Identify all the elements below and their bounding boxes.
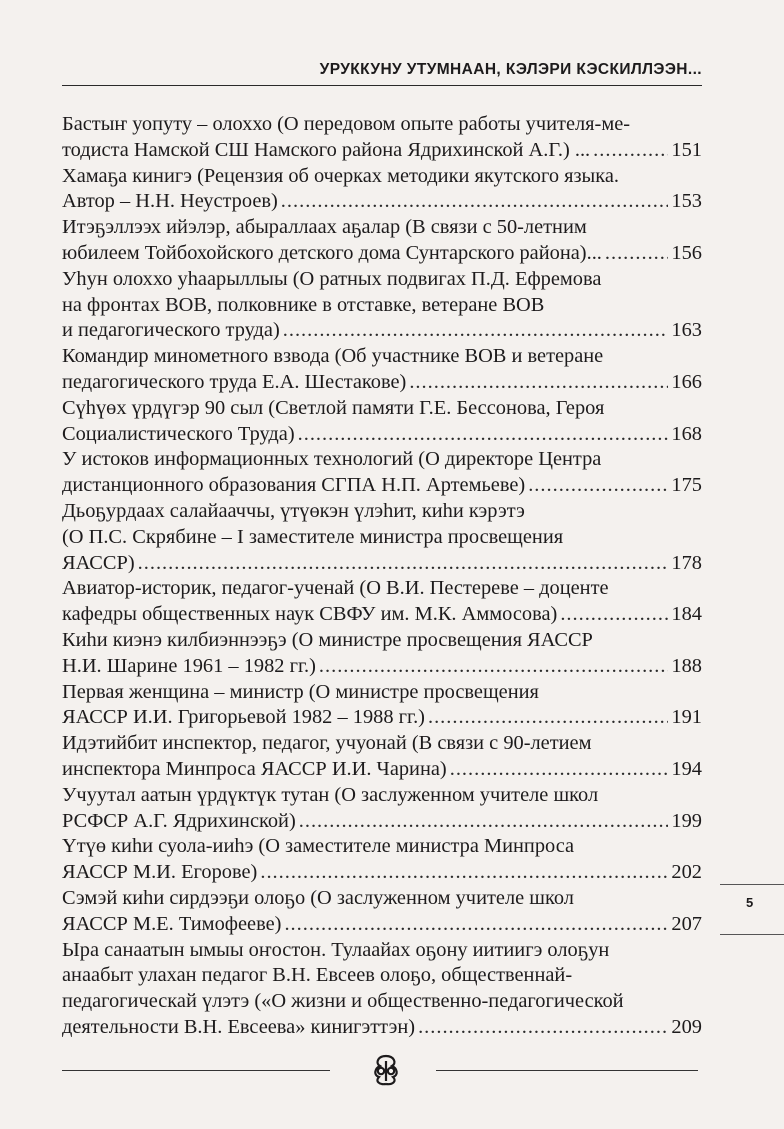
toc-entry-last-line: [62, 809, 702, 835]
toc-entry-last-line: [62, 654, 702, 680]
toc-entry-last-line: [62, 705, 702, 731]
toc-entry: [62, 164, 702, 216]
toc-entry-line: анаабыт улахан педагог В.Н. Евсеев олоҕо, общественнай-: [62, 964, 573, 987]
page-number: 5: [746, 895, 754, 910]
toc-entry-line: педагогическай үлэтэ («О жизни и общественно-педагогической: [62, 990, 624, 1013]
toc-entry-line: Сэмэй киһи сирдээҕи олоҕо (О заслуженном учителе школ: [62, 886, 574, 909]
running-header: УРУККУНУ УТУМНААН, КЭЛЭРИ КЭСКИЛЛЭЭН...: [319, 61, 702, 78]
toc-entry-line: Уһун олоххо уһаарыллыы (О ратных подвигах П.Д. Ефремова: [62, 267, 602, 290]
toc-entry: [62, 499, 702, 576]
toc-entry-line: РСФСР А.Г. Ядрихинской): [62, 809, 296, 832]
toc-entry-last-line: [62, 318, 702, 344]
dot-leader: [299, 809, 669, 835]
toc-entry-last-line: [62, 757, 702, 783]
toc-page-number: 151: [671, 138, 702, 161]
dot-leader: [283, 318, 669, 344]
dot-leader: [281, 189, 669, 215]
toc-entry-last-line: [62, 473, 702, 499]
toc-entry-last-line: [62, 602, 702, 628]
toc-entry: [62, 938, 702, 1041]
toc-entry-line: ЯАССР М.Е. Тимофееве): [62, 912, 282, 935]
toc-entry-line: ЯАССР): [62, 551, 135, 574]
toc-entry: [62, 344, 702, 396]
toc-entry-line: дистанционного образования СГПА Н.П. Артемьеве): [62, 474, 526, 497]
toc-page-number: 163: [671, 319, 702, 342]
toc-entry: [62, 112, 702, 164]
toc-entry: [62, 886, 702, 938]
toc-entry-last-line: [62, 422, 702, 448]
toc-entry-last-line: [62, 860, 702, 886]
dot-leader: [138, 551, 669, 577]
toc-entry-line: на фронтах ВОВ, полковнике в отставке, ветеране ВОВ: [62, 293, 545, 316]
toc-entry-line: ЯАССР М.И. Егорове): [62, 861, 258, 884]
toc-entry: [62, 783, 702, 835]
toc-entry-last-line: [62, 370, 702, 396]
dot-leader: [298, 422, 669, 448]
margin-rule-bottom: [720, 934, 784, 935]
footer-rule-right: [436, 1070, 698, 1071]
toc-entry-line: Итэҕэллээх ийэлэр, абыраллаах аҕалар (В связи с 50-летним: [62, 216, 587, 239]
table-of-contents: [62, 112, 702, 1041]
footer-rule-left: [62, 1070, 330, 1071]
toc-entry: [62, 267, 702, 344]
toc-entry-line: Үтүө киһи суола-ииһэ (О заместителе министра Минпроса: [62, 835, 575, 858]
toc-entry-line: У истоков информационных технологий (О директоре Центра: [62, 448, 602, 471]
dot-leader: [560, 602, 668, 628]
toc-entry-line: юбилеем Тойбохойского детского дома Сунтарского района)...: [62, 241, 602, 264]
toc-entry-line: Сүһүөх үрдүгэр 90 сыл (Светлой памяти Г.Е. Бессонова, Героя: [62, 396, 605, 419]
toc-page-number: 178: [671, 551, 702, 574]
toc-entry: [62, 731, 702, 783]
toc-entry-line: ЯАССР И.И. Григорьевой 1982 – 1988 гг.): [62, 706, 425, 729]
toc-entry-line: педагогического труда Е.А. Шестакове): [62, 370, 407, 393]
dot-leader: [284, 912, 668, 938]
toc-entry-line: Первая женщина – министр (О министре просвещения: [62, 680, 539, 703]
toc-entry: [62, 396, 702, 448]
toc-page-number: 202: [671, 861, 702, 884]
toc-page-number: 207: [671, 912, 702, 935]
toc-entry-line: (О П.С. Скрябине – I заместителе министра просвещения: [62, 525, 564, 548]
dot-leader: [260, 860, 668, 886]
toc-page-number: 199: [671, 809, 702, 832]
toc-entry-last-line: [62, 241, 702, 267]
toc-entry-line: деятельности В.Н. Евсеева» кинигэттэн): [62, 1015, 416, 1038]
toc-entry-line: Социалистического Труда): [62, 422, 295, 445]
toc-entry-line: Бастыҥ уопуту – олоххо (О передовом опыте работы учителя-ме-: [62, 113, 631, 135]
toc-entry-last-line: [62, 138, 702, 164]
toc-page-number: 175: [671, 474, 702, 497]
dot-leader: [409, 370, 668, 396]
toc-entry: [62, 447, 702, 499]
toc-entry-line: Н.И. Шарине 1961 – 1982 гг.): [62, 654, 316, 677]
toc-page-number: 168: [671, 422, 702, 445]
toc-entry-last-line: [62, 1015, 702, 1041]
toc-entry-line: Киһи киэнэ килбиэннээҕэ (О министре просвещения ЯАССР: [62, 628, 593, 651]
toc-entry-line: Дьоҕурдаах салайааччы, үтүөкэн үлэһит, киһи кэрэтэ: [62, 499, 525, 522]
toc-entry: [62, 628, 702, 680]
toc-entry-line: Учуутал аатын үрдүктүк тутан (О заслуженном учителе школ: [62, 783, 599, 806]
toc-page-number: 156: [671, 241, 702, 264]
toc-entry-line: и педагогического труда): [62, 319, 280, 342]
margin-rule-top: [720, 884, 784, 885]
toc-page-number: 184: [671, 603, 702, 626]
ornament-icon: [369, 1053, 403, 1087]
toc-page-number: 194: [671, 757, 702, 780]
toc-page-number: 166: [671, 370, 702, 393]
toc-entry: [62, 834, 702, 886]
header-rule: [62, 85, 702, 86]
dot-leader: [319, 654, 669, 680]
toc-entry-line: Автор – Н.Н. Неустроев): [62, 190, 278, 213]
toc-entry: [62, 215, 702, 267]
dot-leader: [450, 757, 669, 783]
dot-leader: [428, 705, 668, 731]
toc-entry-line: инспектора Минпроса ЯАССР И.И. Чарина): [62, 757, 447, 780]
toc-entry-line: Ыра санаатын ымыы оҥостон. Тулаайах оҕону иитиигэ олоҕун: [62, 938, 610, 961]
toc-entry: [62, 576, 702, 628]
dot-leader: [528, 473, 668, 499]
toc-entry-line: кафедры общественных наук СВФУ им. М.К. Аммосова): [62, 603, 558, 626]
toc-entry-line: Идэтийбит инспектор, педагог, учуонай (В связи с 90-летием: [62, 732, 592, 755]
toc-entry-last-line: [62, 189, 702, 215]
toc-entry-line: Хамаҕа кинигэ (Рецензия об очерках методики якутского языка.: [62, 164, 620, 187]
toc-page-number: 153: [671, 190, 702, 213]
toc-entry-last-line: [62, 912, 702, 938]
toc-entry-line: Командир минометного взвода (Об участнике ВОВ и ветеране: [62, 345, 604, 368]
dot-leader: [605, 241, 669, 267]
toc-entry-last-line: [62, 551, 702, 577]
dot-leader: [418, 1015, 668, 1041]
dot-leader: [593, 138, 668, 164]
toc-page-number: 188: [671, 654, 702, 677]
toc-page-number: 191: [671, 706, 702, 729]
toc-entry: [62, 680, 702, 732]
toc-page-number: 209: [671, 1015, 702, 1038]
toc-entry-line: тодиста Намской СШ Намского района Ядрихинской А.Г.) ...: [62, 138, 591, 161]
toc-entry-line: Авиатор-историк, педагог-ученай (О В.И. Пестереве – доценте: [62, 577, 609, 600]
